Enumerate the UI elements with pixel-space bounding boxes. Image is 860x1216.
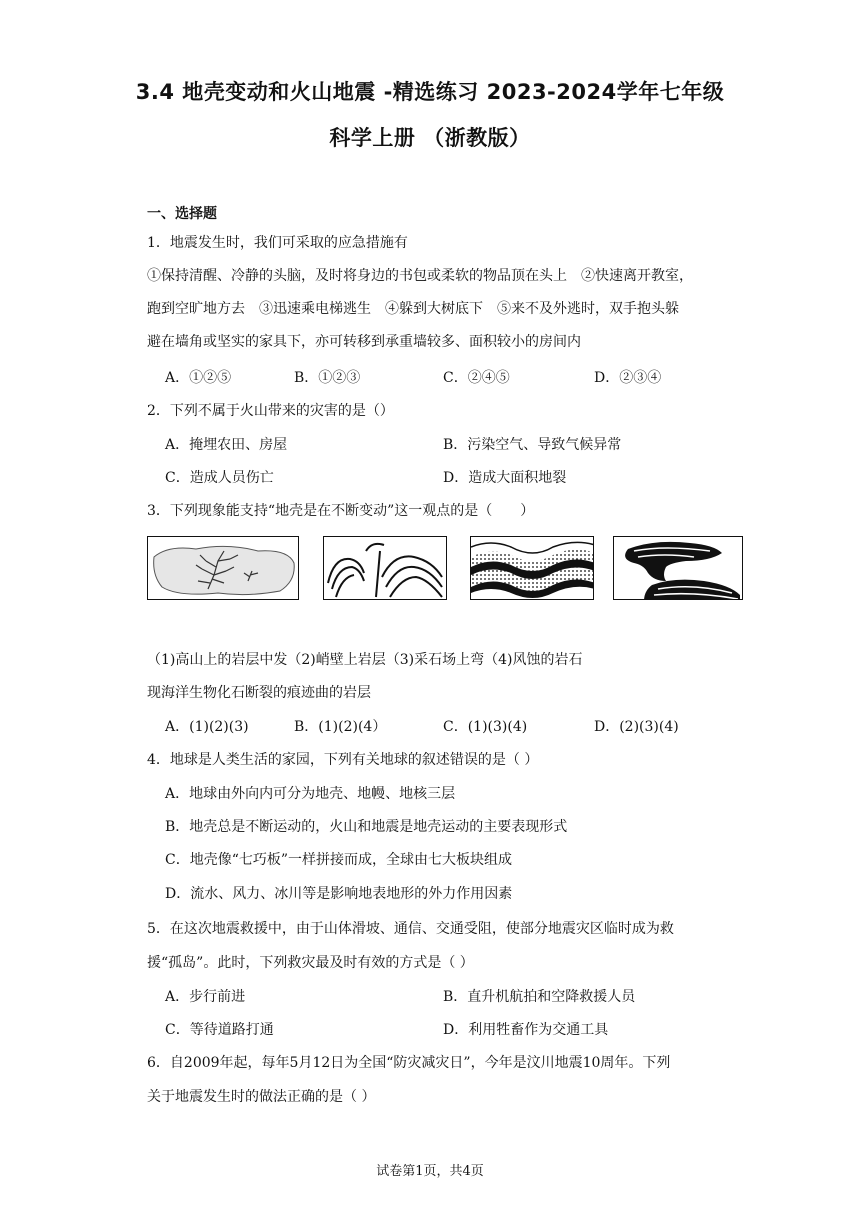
q3-figures	[147, 536, 747, 604]
q4-option-b: B．地壳总是不断运动的，火山和地震是地壳运动的主要表现形式	[165, 819, 568, 835]
q5-option-b: B．直升机航拍和空降救援人员	[443, 989, 636, 1005]
page-title-line2: 科学上册 （浙教版）	[329, 126, 531, 150]
q3-option-b: B．(1)(2)(4）	[294, 719, 387, 735]
q3-caption-line2: 现海洋生物化石断裂的痕迹曲的岩层	[147, 685, 371, 701]
fossil-rock-icon	[147, 536, 299, 600]
q4-option-c: C．地壳像“七巧板”一样拼接而成，全球由七大板块组成	[165, 852, 513, 868]
q5-option-c: C．等待道路打通	[165, 1022, 274, 1038]
q5-option-d: D．利用牲畜作为交通工具	[443, 1022, 609, 1038]
q1-option-d: D．②③④	[594, 370, 662, 386]
q3-option-d: D．(2)(3)(4)	[594, 719, 679, 735]
q4-option-a: A．地球由外向内可分为地壳、地幔、地核三层	[165, 786, 456, 802]
page-footer: 试卷第1页，共4页	[376, 1164, 484, 1179]
q1-line3: 跑到空旷地方去 ③迅速乘电梯逃生 ④躲到大树底下 ⑤来不及外逃时，双手抱头躲	[147, 301, 679, 317]
page-title-line1: 3.4 地壳变动和火山地震 -精选练习 2023-2024学年七年级	[135, 80, 725, 104]
folded-layers-icon	[470, 536, 594, 600]
q2-option-a: A．掩埋农田、房屋	[165, 437, 288, 453]
q1-option-a: A．①②⑤	[165, 370, 232, 386]
q1-option-b: B．①②③	[294, 370, 361, 386]
q5-option-a: A．步行前进	[165, 989, 246, 1005]
q1-option-c: C．②④⑤	[443, 370, 510, 386]
eroded-rock-icon	[613, 536, 743, 600]
q3-stem: 3．下列现象能支持“地壳是在不断变动”这一观点的是（ ）	[147, 503, 535, 519]
q2-option-b: B．污染空气、导致气候异常	[443, 437, 622, 453]
q5-stem: 5．在这次地震救援中，由于山体滑坡、通信、交通受阻，使部分地震灾区临时成为救	[147, 921, 674, 937]
q3-caption-line1: （1)高山上的岩层中发（2)峭壁上岩层（3)采石场上弯（4)风蚀的岩石	[147, 652, 583, 668]
q1-stem: 1．地震发生时，我们可采取的应急措施有	[147, 235, 408, 251]
q6-stem-line2: 关于地震发生时的做法正确的是（ ）	[147, 1089, 376, 1105]
q3-option-a: A．(1)(2)(3)	[165, 719, 249, 735]
q6-stem: 6．自2009年起，每年5月12日为全国“防灾减灾日”，今年是汶川地震10周年。下列	[147, 1055, 671, 1071]
q2-option-d: D．造成大面积地裂	[443, 470, 567, 486]
cliff-fault-icon	[323, 536, 447, 600]
q4-option-d: D．流水、风力、冰川等是影响地表地形的外力作用因素	[165, 886, 513, 902]
q4-stem: 4．地球是人类生活的家园，下列有关地球的叙述错误的是（ ）	[147, 752, 539, 768]
q1-line4: 避在墙角或坚实的家具下，亦可转移到承重墙较多、面积较小的房间内	[147, 334, 581, 350]
q5-stem-line2: 援“孤岛”。此时，下列救灾最及时有效的方式是（ ）	[147, 955, 474, 971]
section-heading: 一、选择题	[147, 206, 217, 222]
q3-option-c: C．(1)(3)(4)	[443, 719, 528, 735]
q2-option-c: C．造成人员伤亡	[165, 470, 274, 486]
q1-line2: ①保持清醒、冷静的头脑，及时将身边的书包或柔软的物品顶在头上 ②快速离开教室，	[147, 268, 693, 284]
q2-stem: 2．下列不属于火山带来的灾害的是（）	[147, 403, 394, 419]
